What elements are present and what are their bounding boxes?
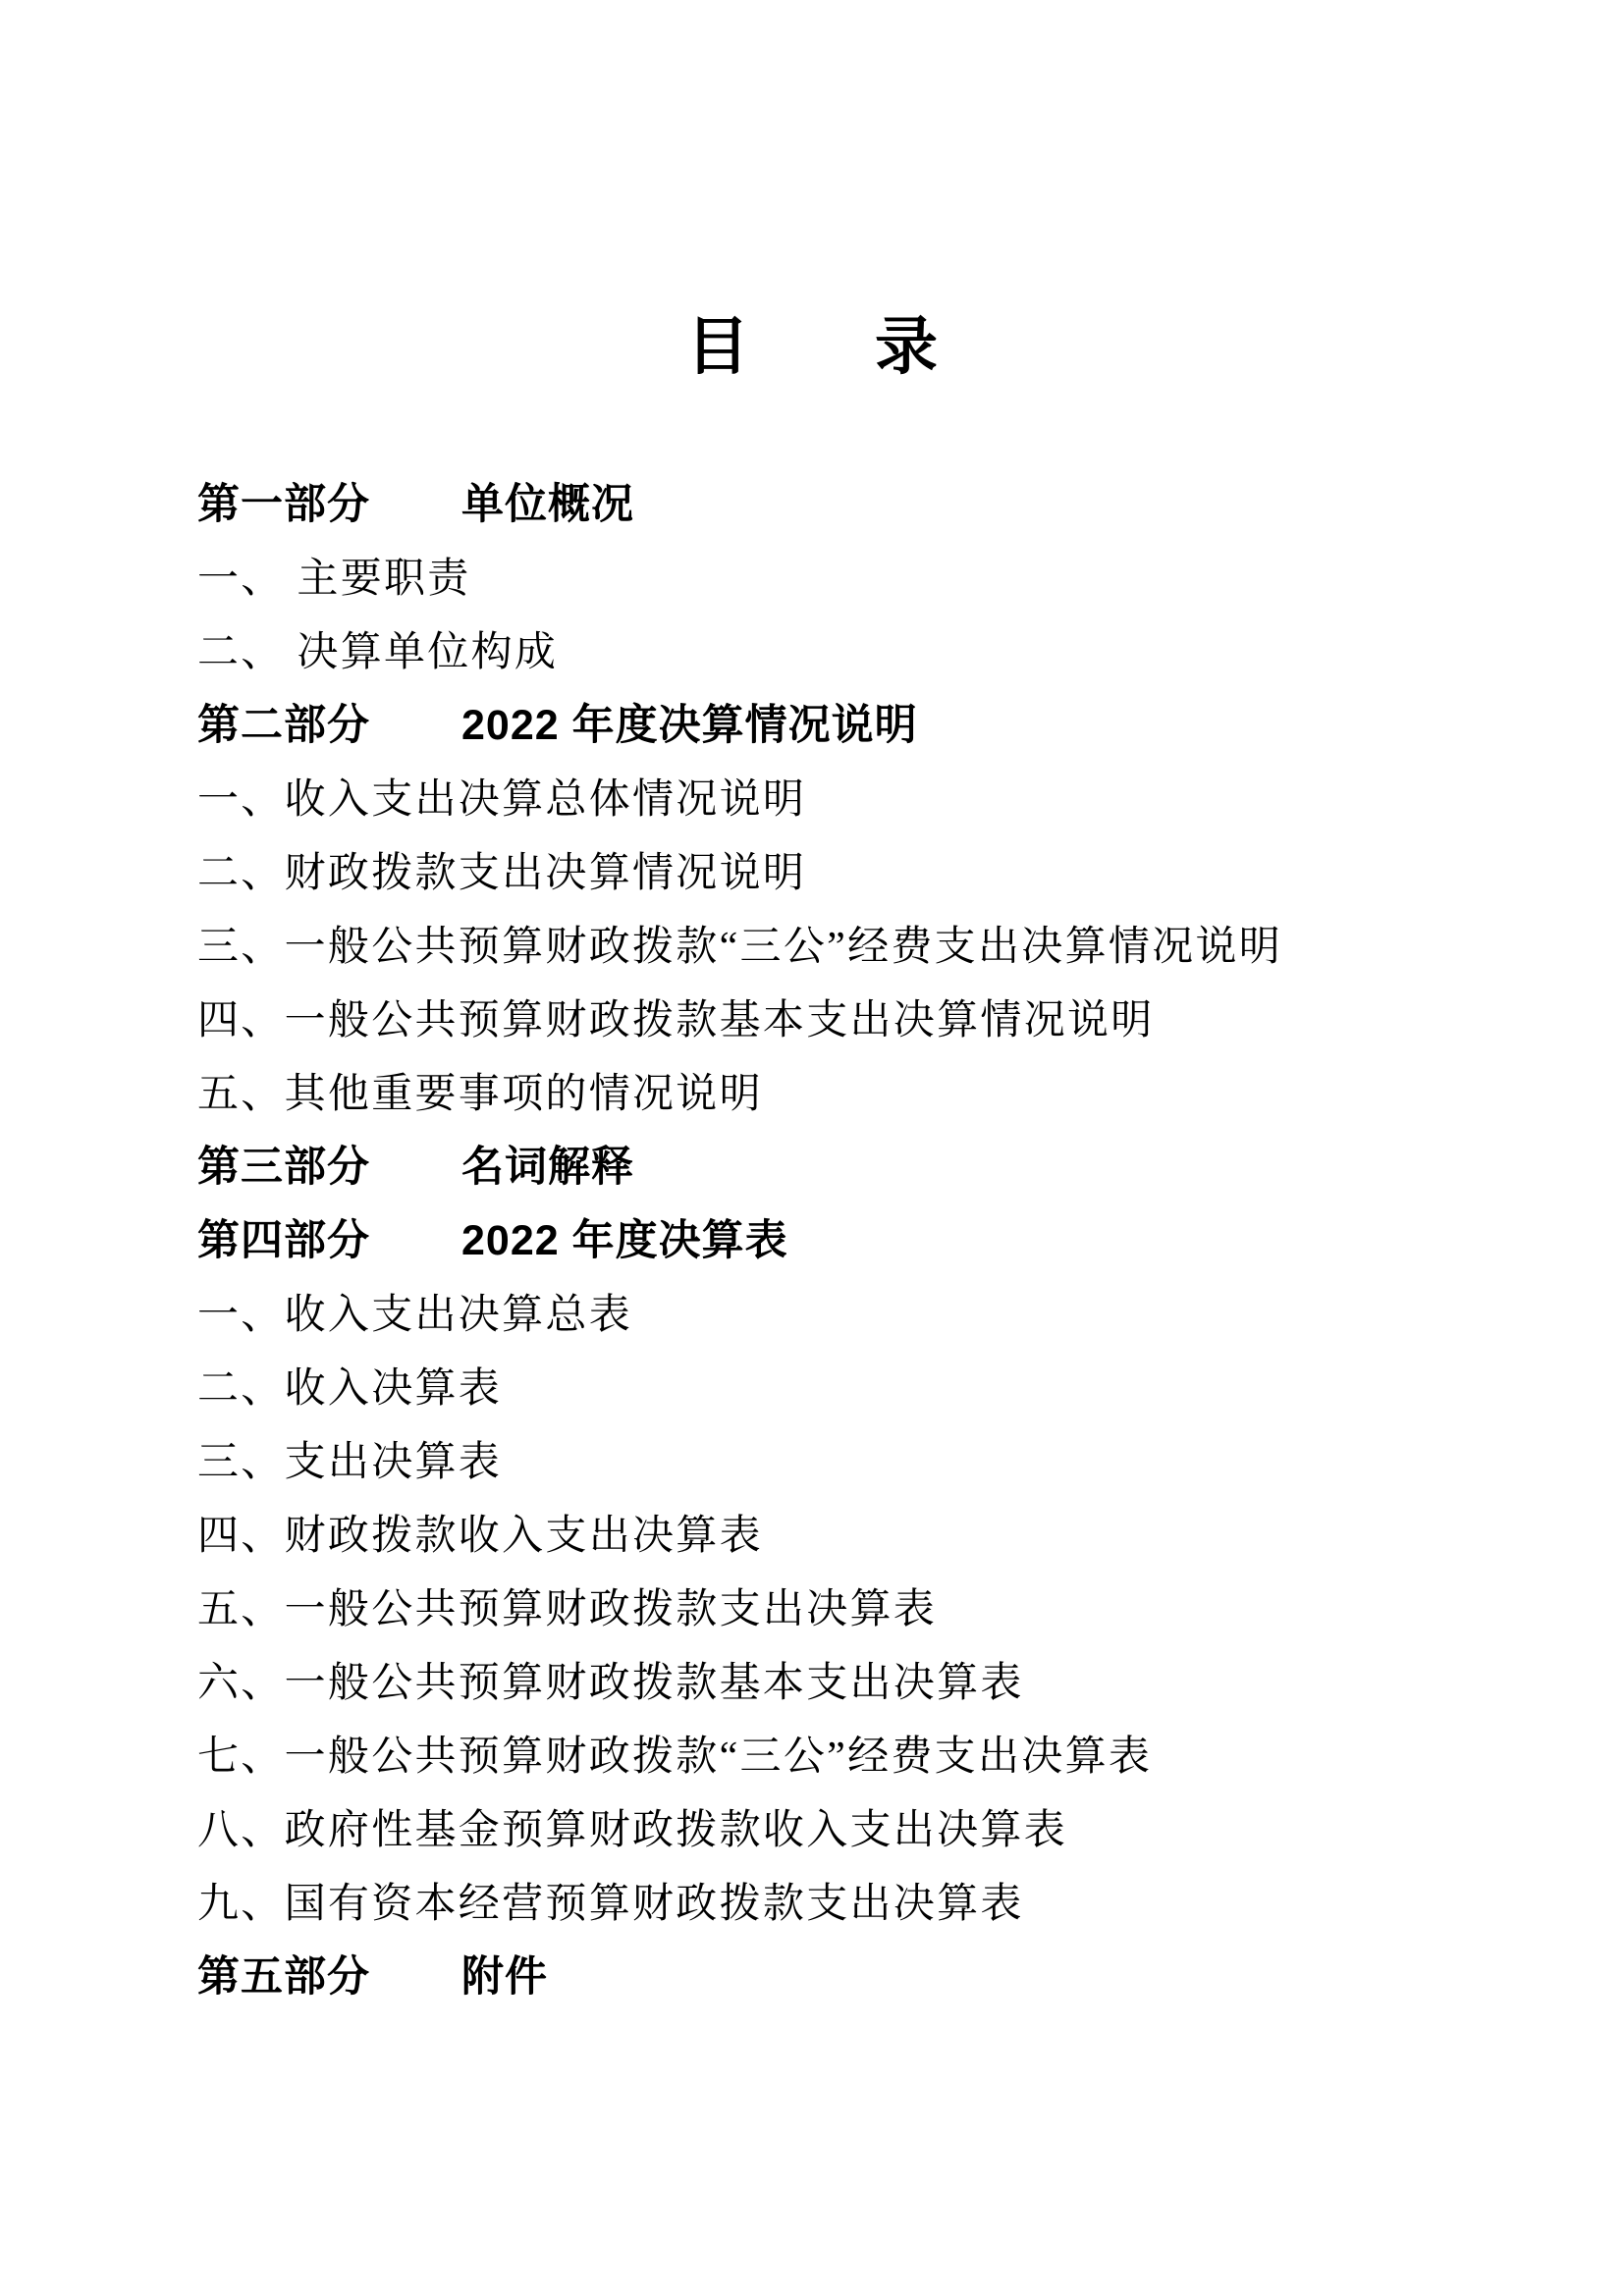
table-of-contents — [197, 464, 1526, 2010]
part-label: 第三部分 — [197, 1144, 370, 1191]
toc-item-row — [197, 1495, 1526, 1569]
toc-item-text: 一、收入支出决算总体情况说明 — [197, 776, 807, 823]
toc-item-row — [197, 1421, 1526, 1495]
toc-item-text: 一、 主要职责 — [197, 556, 471, 602]
part-label: 第一部分 — [197, 481, 370, 528]
toc-item-row — [197, 980, 1526, 1053]
toc-item-row — [197, 1053, 1526, 1127]
toc-item-row — [197, 1569, 1526, 1642]
toc-item-text: 四、一般公共预算财政拨款基本支出决算情况说明 — [197, 997, 1155, 1043]
toc-item-row — [197, 1274, 1526, 1348]
toc-item-row — [197, 1642, 1526, 1716]
part-label: 第二部分 — [197, 702, 370, 749]
toc-part-row — [197, 1201, 1526, 1274]
toc-item-text: 二、 决算单位构成 — [197, 629, 559, 675]
toc-item-row — [197, 1348, 1526, 1421]
toc-item-row — [197, 538, 1526, 612]
part-title: 单位概况 — [461, 481, 634, 528]
page-title: 目 录 — [686, 312, 938, 382]
toc-item-row — [197, 832, 1526, 906]
toc-item-text: 六、一般公共预算财政拨款基本支出决算表 — [197, 1660, 1024, 1706]
toc-item-row — [197, 612, 1526, 685]
toc-item-row — [197, 759, 1526, 832]
part-title: 2022 年度决算表 — [461, 1217, 788, 1264]
toc-item-text: 七、一般公共预算财政拨款“三公”经费支出决算表 — [197, 1734, 1153, 1780]
toc-part-row — [197, 685, 1526, 759]
toc-item-text: 二、财政拨款支出决算情况说明 — [197, 850, 807, 896]
part-label: 第五部分 — [197, 1953, 370, 2001]
toc-part-row — [197, 464, 1526, 538]
toc-item-text: 三、支出决算表 — [197, 1439, 503, 1485]
toc-item-row — [197, 1716, 1526, 1789]
part-label: 第四部分 — [197, 1217, 370, 1264]
toc-item-text: 五、一般公共预算财政拨款支出决算表 — [197, 1586, 938, 1632]
toc-item-text: 二、收入决算表 — [197, 1365, 503, 1412]
toc-item-row — [197, 1789, 1526, 1863]
toc-item-row — [197, 1863, 1526, 1937]
part-title: 名词解释 — [461, 1144, 634, 1191]
toc-item-text: 五、其他重要事项的情况说明 — [197, 1071, 763, 1117]
toc-part-row — [197, 1127, 1526, 1201]
toc-item-text: 八、政府性基金预算财政拨款收入支出决算表 — [197, 1807, 1068, 1853]
toc-item-text: 三、一般公共预算财政拨款“三公”经费支出决算情况说明 — [197, 924, 1283, 970]
toc-item-text: 一、收入支出决算总表 — [197, 1292, 633, 1338]
toc-item-text: 四、财政拨款收入支出决算表 — [197, 1513, 763, 1559]
toc-part-row — [197, 1937, 1526, 2010]
toc-item-text: 九、国有资本经营预算财政拨款支出决算表 — [197, 1881, 1024, 1927]
part-title: 附件 — [461, 1953, 548, 2001]
part-title: 2022 年度决算情况说明 — [461, 702, 918, 749]
toc-item-row — [197, 906, 1526, 980]
